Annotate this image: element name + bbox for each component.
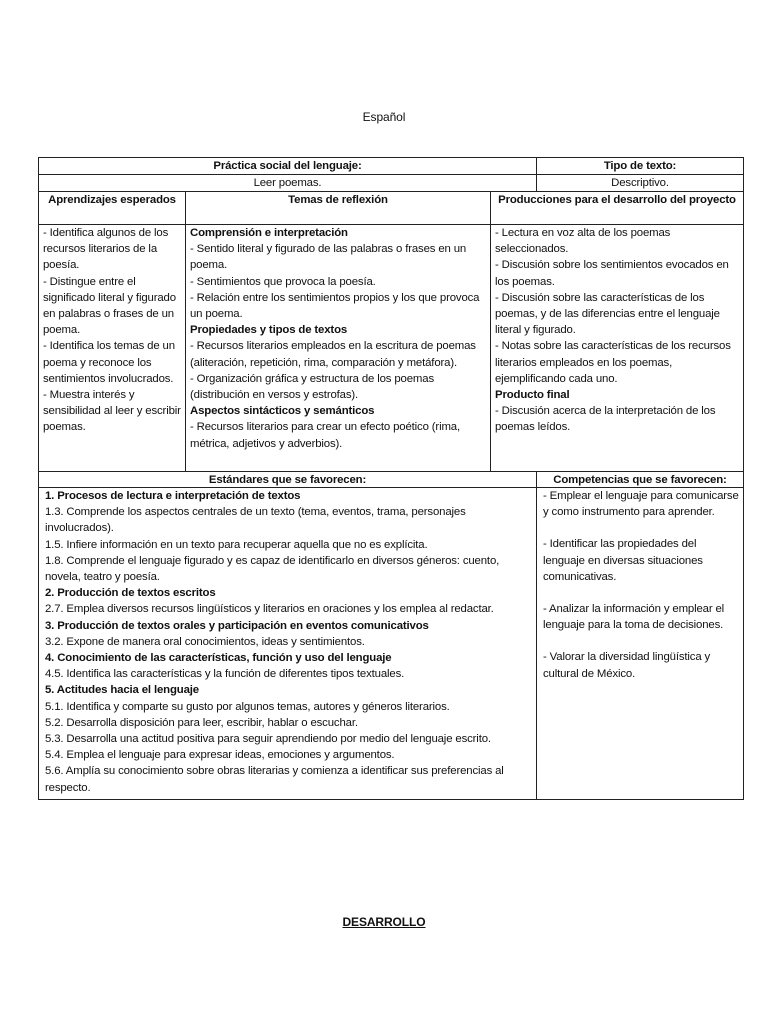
estandar-item: 1.3. Comprende los aspectos centrales de un texto (tema, eventos, trama, personajes involucrados).: [45, 506, 466, 535]
competencia-item: - Analizar la información y emplear el lenguaje para la toma de decisiones.: [543, 603, 725, 632]
col-header-aprendizajes: Aprendizajes esperados: [38, 191, 186, 225]
page-title: Español: [362, 110, 406, 124]
temas-item: - Relación entre los sentimientos propios y los que provoca un poema.: [190, 291, 480, 321]
aprendizajes-cell: [38, 224, 186, 472]
competencia-item: - Identificar las propiedades del lenguaje en diversas situaciones comunicativas.: [543, 538, 703, 583]
tipo-value: Descriptivo.: [536, 174, 744, 192]
estandar-item: 1.8. Comprende el lenguaje figurado y es capaz de identificarlo en diversos géneros: cuento, novela, teatro y poesía.: [45, 554, 500, 584]
estandar-heading: 5. Actitudes hacia el lenguaje: [45, 684, 199, 697]
producciones-cell: [490, 224, 744, 472]
col-header-producciones: Producciones para el desarrollo del proyecto: [490, 191, 744, 225]
col-header-temas: Temas de reflexión: [185, 191, 491, 225]
temas-item: - Recursos literarios para crear un efecto poético (rima, métrica, adjetivos y adverbios).: [190, 421, 460, 450]
produccion-item: - Notas sobre las características de los recursos literarios empleados en los poemas, ejemplificando cada uno.: [495, 340, 731, 385]
estandar-item: 2.7. Emplea diversos recursos lingüísticos y literarios en oraciones y los emplea al redactar.: [45, 603, 494, 616]
produccion-item: - Discusión sobre las características de los poemas, y de las diferencias entre el lenguaje literal y figurado.: [495, 291, 720, 337]
aprendizaje-item: - Identifica algunos de los recursos literarios de la poesía.: [43, 227, 169, 272]
temas-item: - Sentido literal y figurado de las palabras o frases en un poema.: [190, 243, 467, 272]
estandar-heading: 2. Producción de textos escritos: [45, 587, 216, 600]
estandar-item: 5.6. Amplía su conocimiento sobre obras literarias y comienza a identificar sus preferencias al respecto.: [45, 765, 504, 794]
aprendizaje-item: - Identifica los temas de un poema y reconoce los sentimientos involucrados.: [43, 340, 175, 385]
estandar-heading: 3. Producción de textos orales y participación en eventos comunicativos: [45, 619, 429, 632]
competencia-item: - Emplear el lenguaje para comunicarse y como instrumento para aprender.: [543, 490, 739, 519]
competencia-item: - Valorar la diversidad lingüística y cultural de México.: [543, 651, 711, 680]
estandar-item: 1.5. Infiere información en un texto para recuperar aquella que no es explícita.: [45, 538, 428, 551]
desarrollo-heading: DESARROLLO: [342, 915, 426, 929]
aprendizaje-item: - Distingue entre el significado literal y figurado en palabras o frases de un poema.: [43, 275, 176, 337]
produccion-item: - Lectura en voz alta de los poemas seleccionados.: [495, 227, 671, 256]
estandar-item: 5.3. Desarrolla una actitud positiva para seguir aprendiendo por medio del lenguaje escrito.: [45, 733, 491, 746]
estandares-label: Estándares que se favorecen:: [38, 471, 537, 488]
temas-item: - Recursos literarios empleados en la escritura de poemas (aliteración, repetición, rima, comparación y metáfora).: [190, 340, 476, 369]
temas-item: - Organización gráfica y estructura de los poemas (distribución en versos y estrofas).: [190, 372, 434, 402]
producto-final-item: - Discusión acerca de la interpretación de los poemas leídos.: [495, 405, 716, 434]
temas-heading: Comprensión e interpretación: [190, 227, 348, 239]
estandar-item: 4.5. Identifica las características y la función de diferentes tipos textuales.: [45, 668, 405, 681]
temas-heading: Aspectos sintácticos y semánticos: [190, 405, 375, 418]
producto-final-heading: Producto final: [495, 389, 570, 402]
estandar-item: 3.2. Expone de manera oral conocimientos, ideas y sentimientos.: [45, 635, 365, 648]
temas-item: - Sentimientos que provoca la poesía.: [190, 275, 376, 288]
produccion-item: - Discusión sobre los sentimientos evocados en los poemas.: [495, 259, 729, 288]
temas-heading: Propiedades y tipos de textos: [190, 324, 348, 337]
competencias-cell: [536, 487, 744, 800]
estandar-heading: 1. Procesos de lectura e interpretación de textos: [45, 490, 301, 502]
practica-value: Leer poemas.: [38, 174, 537, 192]
estandares-cell: [38, 487, 537, 800]
aprendizaje-item: - Muestra interés y sensibilidad al leer y escribir poemas.: [43, 389, 181, 434]
tipo-label: Tipo de texto:: [536, 157, 744, 175]
estandar-item: 5.1. Identifica y comparte su gusto por algunos temas, autores y géneros literarios.: [45, 700, 450, 713]
estandar-item: 5.4. Emplea el lenguaje para expresar ideas, emociones y argumentos.: [45, 749, 395, 762]
estandar-item: 5.2. Desarrolla disposición para leer, escribir, hablar o escuchar.: [45, 716, 358, 729]
competencias-label: Competencias que se favorecen:: [536, 471, 744, 488]
temas-cell: [185, 224, 491, 472]
estandar-heading: 4. Conocimiento de las características, función y uso del lenguaje: [45, 652, 392, 665]
practica-label: Práctica social del lenguaje:: [38, 157, 537, 175]
